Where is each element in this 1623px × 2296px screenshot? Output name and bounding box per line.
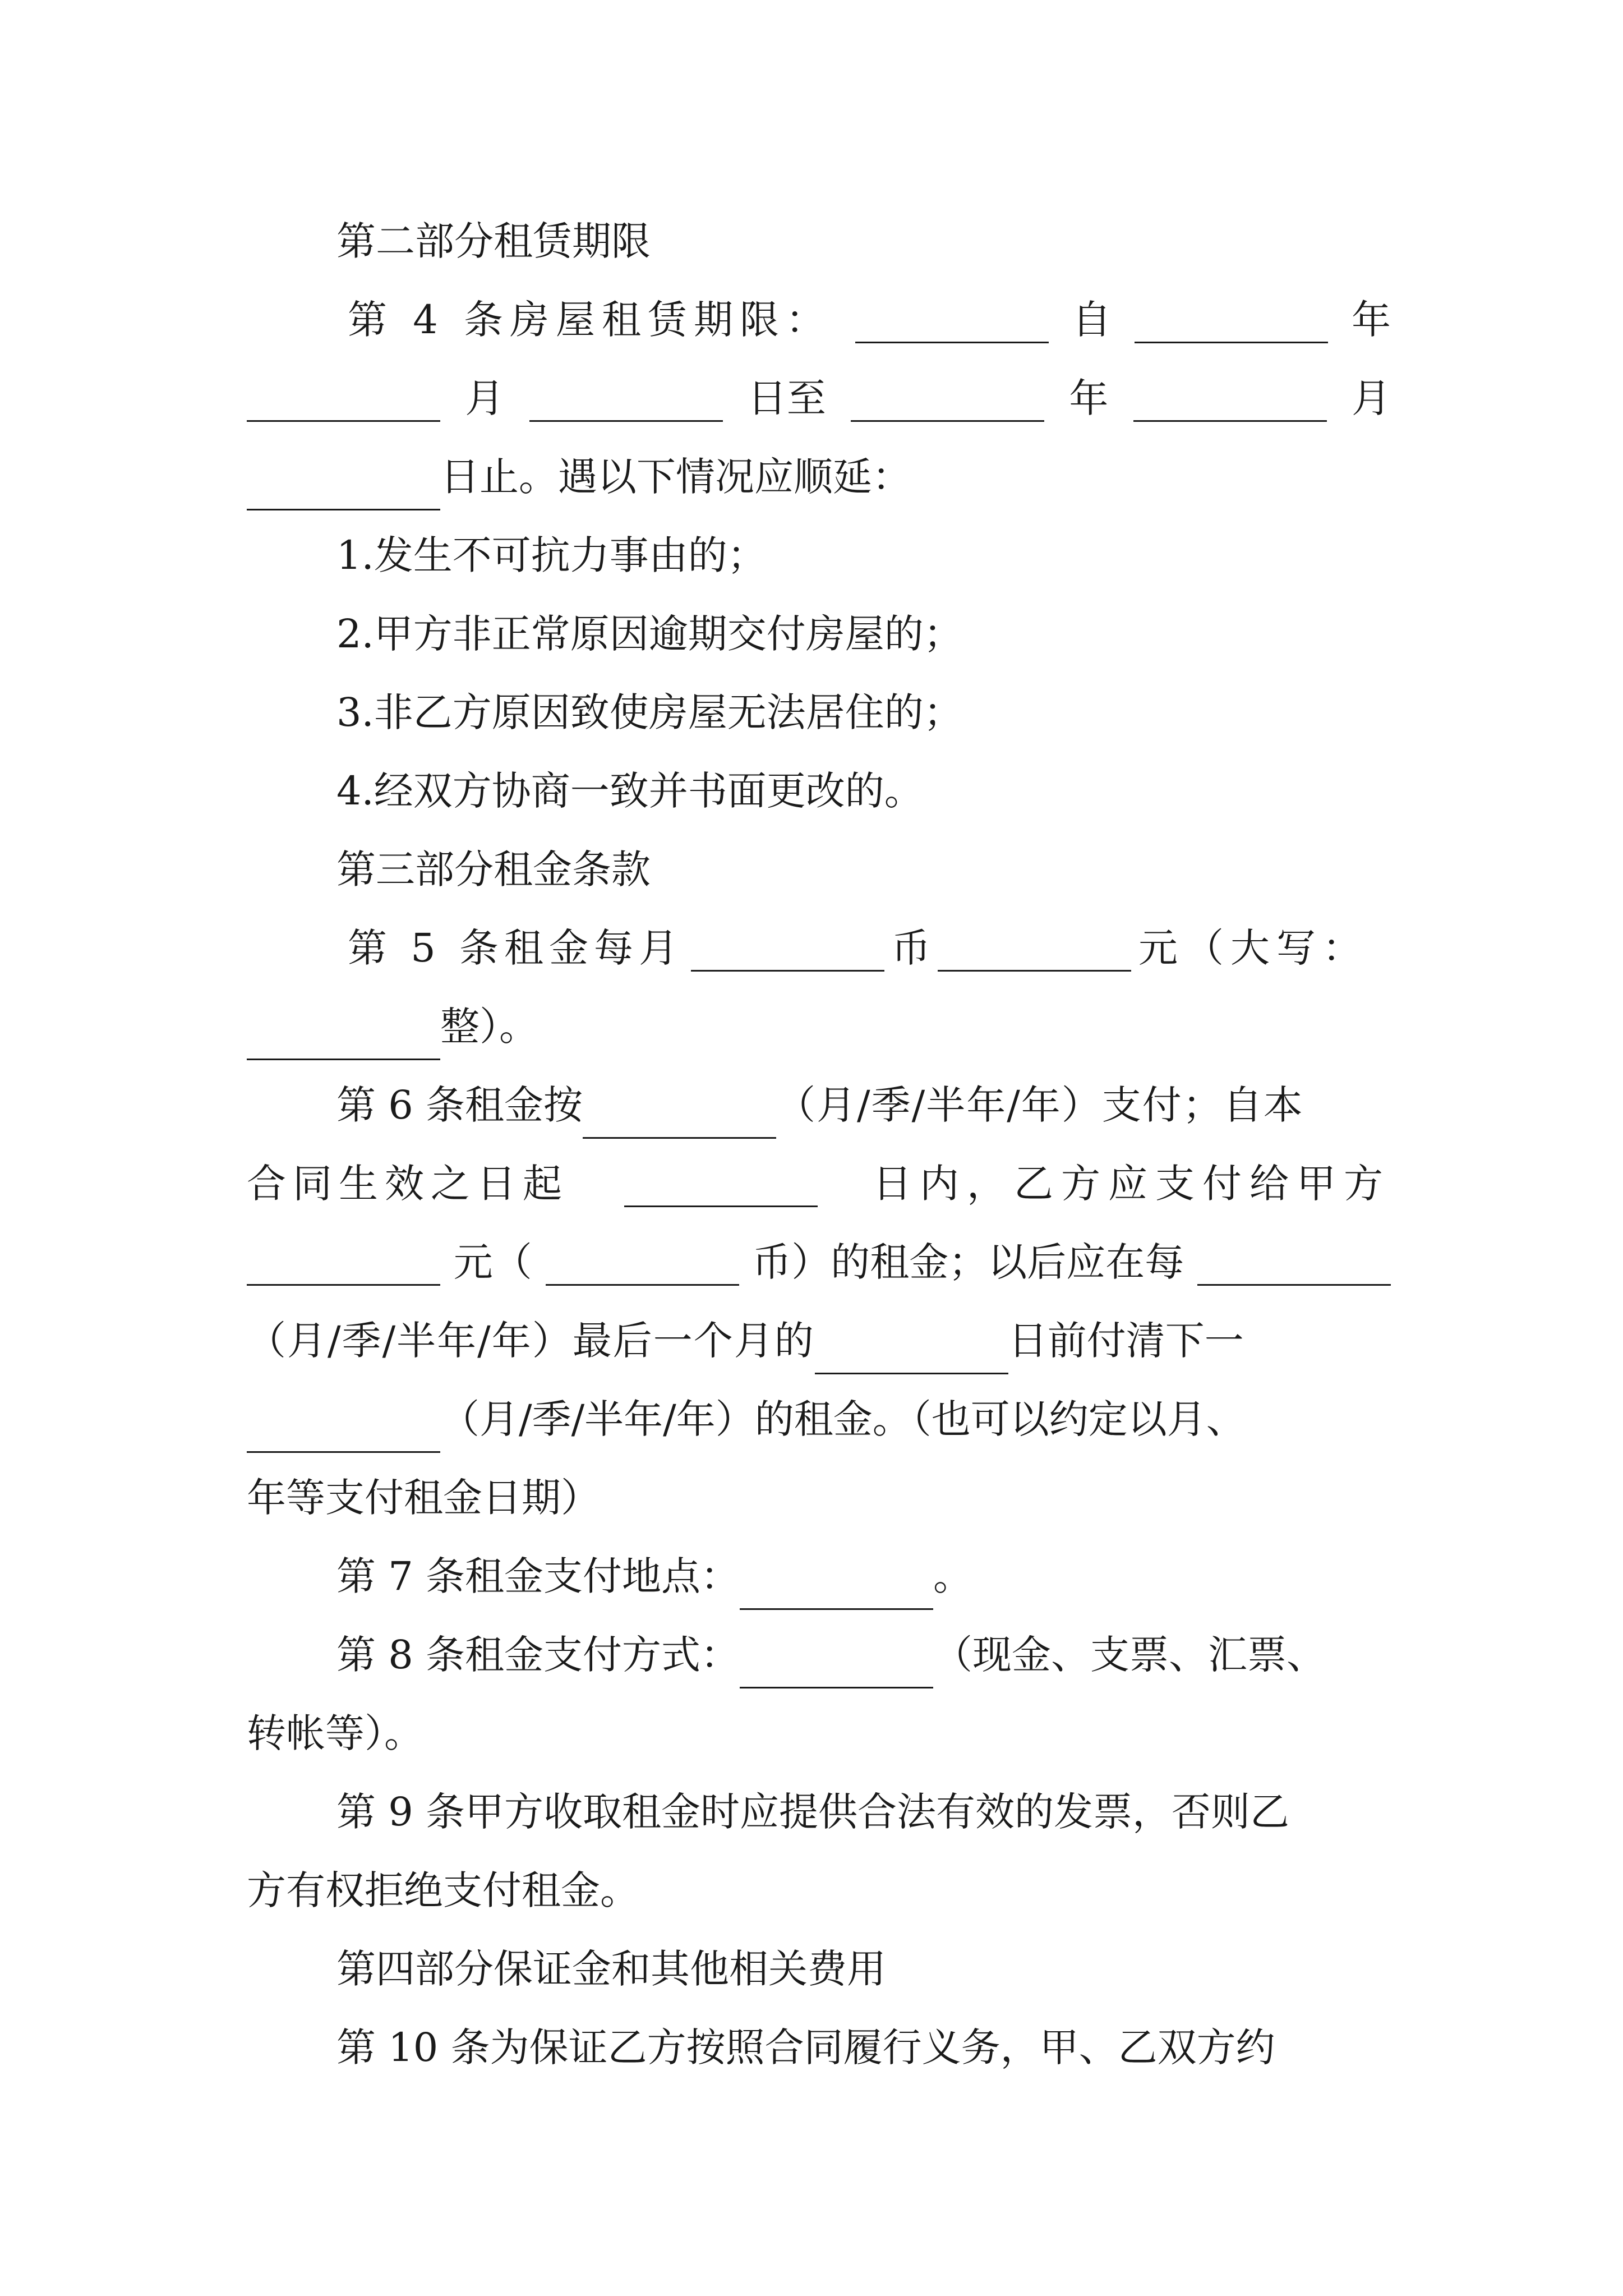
article-6-text: （月/季/半年/年）的租金。（也可以约定以月、 — [440, 1396, 1246, 1442]
article-10-text: 第 10 条为保证乙方按照合同履行义务，甲、乙双方约 — [336, 2024, 1275, 2070]
yuan-capital-text: 元（大写： — [1138, 925, 1368, 971]
article-7 — [336, 1543, 1391, 1610]
due-day-blank — [815, 1327, 1008, 1374]
article-5-end-text: 整）。 — [440, 1004, 538, 1050]
rent-capital-blank — [247, 1013, 440, 1060]
heading-text: 第三部分租金条款 — [336, 846, 651, 892]
article-6-text: 日内，乙方应支付给甲方 — [873, 1161, 1391, 1207]
from-text: 自 — [1072, 297, 1112, 343]
article-8-text: （现金、支票、汇票、 — [933, 1632, 1326, 1678]
rent-amount-blank — [938, 924, 1131, 972]
article-7-text: 第 7 条租金支付地点： — [336, 1553, 740, 1599]
currency-text: 币 — [891, 925, 931, 971]
heading-text: 第四部分保证金和其他相关费用 — [336, 1946, 886, 1992]
article-9-text: 第 9 条甲方收取租金时应提供合法有效的发票，否则乙 — [336, 1789, 1290, 1835]
month-text: 月 — [1351, 375, 1391, 421]
year-text: 年 — [1351, 297, 1391, 343]
list-item — [336, 600, 1391, 668]
article-7-text: 。 — [933, 1553, 973, 1599]
part4-heading — [336, 1935, 1391, 2003]
list-item-text: 4.经双方协商一致并书面更改的。 — [336, 768, 924, 814]
list-item — [336, 522, 1391, 589]
article-6-line-1 — [336, 1071, 1391, 1139]
list-item — [336, 679, 1391, 746]
heading-text: 第二部分租赁期限 — [336, 218, 651, 264]
article-6-line-3 — [247, 1228, 1391, 1296]
part2-heading — [336, 208, 1391, 275]
list-item — [336, 757, 1391, 825]
list-item-text: 1.发生不可抗力事由的； — [336, 532, 767, 578]
subsequent-period-blank — [1197, 1239, 1391, 1286]
article-6-text: 合同生效之日起 — [247, 1161, 569, 1207]
end-year-blank — [851, 375, 1044, 422]
year-text: 年 — [1069, 375, 1109, 421]
article-8-line-2 — [247, 1700, 1391, 1767]
rent-currency-blank — [691, 924, 884, 972]
article-4-line-2 — [247, 365, 1391, 432]
article-6-text: （月/季/半年/年）支付；自本 — [776, 1082, 1304, 1128]
article-10-line-1 — [336, 2014, 1391, 2081]
article-5-line-1 — [348, 914, 1368, 982]
start-month-blank — [247, 375, 440, 422]
article-9-line-1 — [336, 1778, 1391, 1846]
article-8-text: 第 8 条租金支付方式： — [336, 1632, 740, 1678]
part3-heading — [336, 836, 1391, 903]
article-6-line-4 — [247, 1307, 1391, 1374]
start-year-blank — [1135, 296, 1328, 343]
payment-period-blank — [583, 1092, 776, 1139]
end-day-blank — [247, 463, 440, 510]
article-8-text: 转帐等）。 — [247, 1710, 423, 1756]
initial-currency-blank — [546, 1239, 739, 1286]
list-item-text: 3.非乙方原因致使房屋无法居住的； — [336, 689, 963, 735]
list-item-text: 2.甲方非正常原因逾期交付房屋的； — [336, 611, 963, 657]
article-5-label: 第 5 条租金每月 — [348, 925, 684, 971]
article-6-text: 元（ — [453, 1239, 532, 1285]
article-6-line-5 — [247, 1386, 1391, 1453]
article-4-line-3 — [247, 443, 1391, 510]
article-9-text: 方有权拒绝支付租金。 — [247, 1867, 639, 1913]
article-4-label: 第 4 条房屋租赁期限： — [348, 297, 832, 343]
article-6-text: 日前付清下一 — [1008, 1318, 1244, 1364]
end-month-blank — [1133, 375, 1327, 422]
article-6-text: （月/季/半年/年）最后一个月的 — [247, 1318, 815, 1364]
article-6-text: 年等支付租金日期） — [247, 1475, 600, 1521]
next-period-blank — [247, 1406, 440, 1453]
payment-location-blank — [740, 1563, 933, 1610]
day-to-text: 日至 — [747, 375, 826, 421]
article-8-line-1 — [336, 1621, 1391, 1688]
initial-rent-blank — [247, 1239, 440, 1286]
article-5-line-2 — [247, 993, 1391, 1060]
article-6-line-2 — [247, 1150, 1391, 1217]
lease-term-blank — [855, 296, 1049, 343]
article-4-line-1 — [348, 286, 1391, 353]
days-blank — [624, 1160, 818, 1207]
article-6-text: 币）的租金；以后应在每 — [752, 1239, 1184, 1285]
article-6-line-6 — [247, 1464, 1391, 1531]
article-9-line-2 — [247, 1857, 1391, 1924]
article-4-end-text: 日止。遇以下情况应顺延： — [440, 454, 911, 500]
month-text: 月 — [465, 375, 505, 421]
article-6-text: 第 6 条租金按 — [336, 1082, 583, 1128]
payment-method-blank — [740, 1641, 933, 1688]
start-day-blank — [529, 375, 723, 422]
